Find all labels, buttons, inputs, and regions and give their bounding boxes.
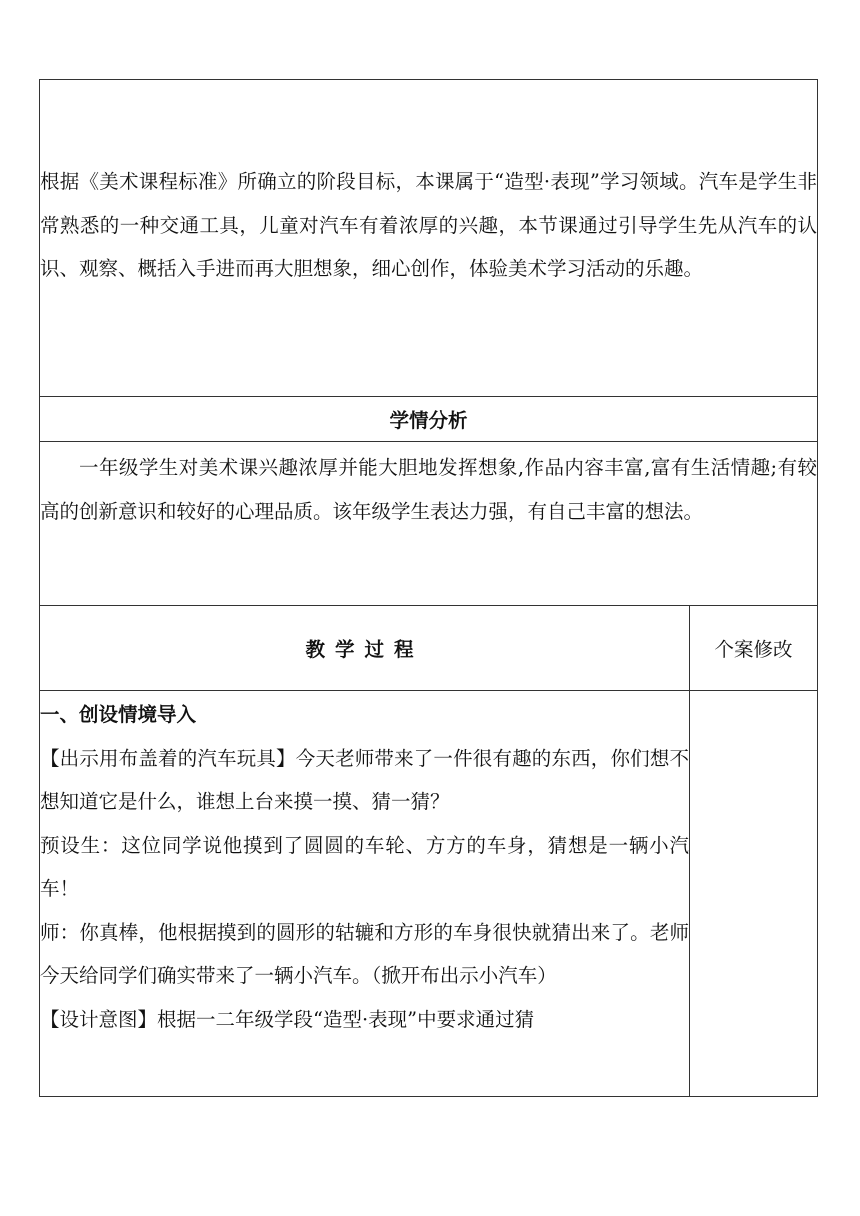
process-line: 预设生：这位同学说他摸到了圆圆的车轮、方方的车身，猜想是一辆小汽车！: [40, 833, 689, 900]
modify-column-cell: [690, 691, 818, 1097]
process-line: 【设计意图】根据一二年级学段“造型·表现”中要求通过猜: [40, 1007, 535, 1031]
lesson-plan-table: [39, 79, 818, 1097]
process-content-cell: [40, 691, 690, 1097]
process-title: 教学过程: [40, 606, 690, 691]
analysis-title: 学情分析: [40, 397, 818, 442]
intro-paragraph: 根据《美术课程标准》所确立的阶段目标，本课属于“造型·表现”学习领域。汽车是学生非常熟悉的一种交通工具，儿童对汽车有着浓厚的兴趣，本节课通过引导学生先从汽车的认识、观察、概括入手进而再大胆想象，细心创作，体验美术学习活动的乐趣。: [40, 170, 818, 280]
analysis-paragraph: 一年级学生对美术课兴趣浓厚并能大胆地发挥想象,作品内容丰富,富有生活情趣;有较高的创新意识和较好的心理品质。该年级学生表达力强，有自己丰富的想法。: [40, 456, 818, 523]
intro-cell: [40, 80, 818, 397]
process-line: 师：你真棒，他根据摸到的圆形的轱辘和方形的车身很快就猜出来了。老师今天给同学们确实带来了一辆小汽车。（掀开布出示小汽车）: [40, 920, 689, 987]
process-heading: 一、创设情境导入: [40, 703, 197, 726]
process-line: 【出示用布盖着的汽车玩具】今天老师带来了一件很有趣的东西，你们想不想知道它是什么，谁想上台来摸一摸、猜一猜？: [40, 746, 689, 813]
modify-column-header: 个案修改: [690, 606, 818, 691]
analysis-cell: [40, 442, 818, 606]
